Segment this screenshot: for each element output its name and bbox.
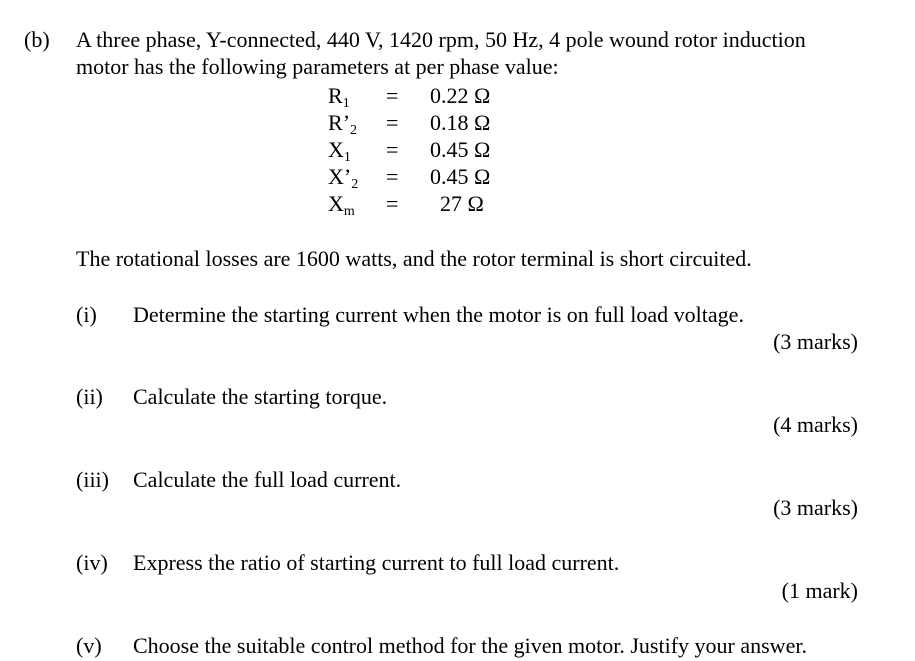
part-marks-iii: (3 marks) — [773, 495, 858, 520]
question-label: (b) — [24, 27, 50, 52]
question-intro-line2: motor has the following parameters at per phase value: — [76, 54, 559, 79]
param-symbol-x1: $X_1$ — [328, 137, 351, 165]
param-symbol-xm: $X_m$ — [328, 191, 355, 219]
question-intro-line1: A three phase, Y-connected, 440 V, 1420 rpm, 50 Hz, 4 pole wound rotor induction — [76, 27, 806, 52]
param-equals: = — [386, 137, 399, 162]
param-equals: = — [386, 191, 399, 216]
param-equals: = — [386, 164, 399, 189]
part-number-ii: (ii) — [76, 384, 103, 409]
part-marks-iv: (1 mark) — [781, 578, 858, 603]
part-number-i: (i) — [76, 302, 97, 327]
param-value-r2: 0.18 Ω — [430, 110, 491, 135]
part-text-v: Choose the suitable control method for the given motor. Justify your answer. — [133, 633, 807, 658]
question-statement: The rotational losses are 1600 watts, and the rotor terminal is short circuited. — [76, 246, 752, 271]
part-marks-ii: (4 marks) — [773, 412, 858, 437]
param-symbol-r2: $R’_2$ — [328, 110, 358, 138]
part-text-ii: Calculate the starting torque. — [133, 384, 388, 409]
param-value-r1: 0.22 Ω — [430, 83, 491, 108]
param-symbol-x2: $X’_2$ — [328, 164, 359, 192]
param-symbol-r1: $R_1$ — [328, 83, 350, 111]
part-text-iv: Express the ratio of starting current to full load current. — [133, 550, 620, 575]
param-equals: = — [386, 110, 399, 135]
part-number-iii: (iii) — [76, 467, 109, 492]
param-equals: = — [386, 83, 399, 108]
param-value-x2: 0.45 Ω — [430, 164, 491, 189]
param-value-x1: 0.45 Ω — [430, 137, 491, 162]
part-number-iv: (iv) — [76, 550, 108, 575]
param-value-xm: 27 Ω — [440, 191, 484, 216]
part-text-i: Determine the starting current when the motor is on full load voltage. — [133, 302, 744, 327]
part-number-v: (v) — [76, 633, 102, 658]
part-marks-i: (3 marks) — [773, 329, 858, 354]
part-text-iii: Calculate the full load current. — [133, 467, 402, 492]
